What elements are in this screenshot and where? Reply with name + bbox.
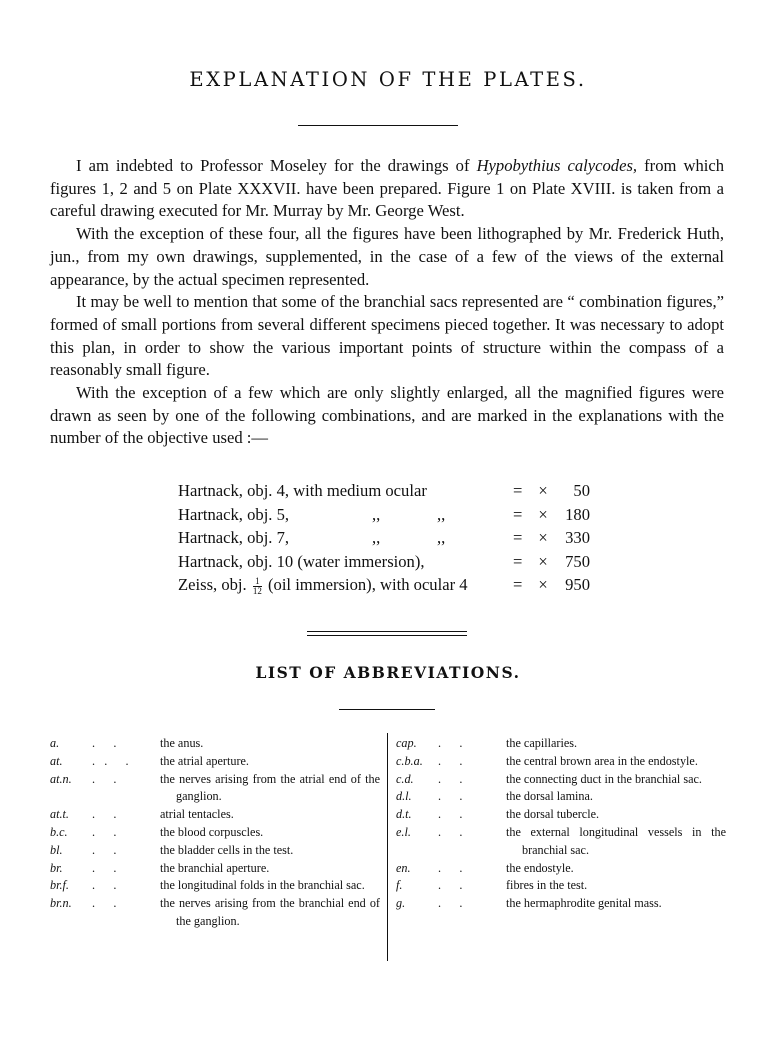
magnification: 50 xyxy=(573,481,590,500)
abbreviation-entry xyxy=(396,806,726,824)
combination-row xyxy=(178,573,598,597)
abbreviation-term: en. xyxy=(396,860,411,875)
intro-p1-after: from which figures 1, 2 and 5 on Plate XXXVII. have been prepared. Figure 1 on Plate XVIII. is taken from a careful drawing executed for Mr. Murray by Mr. George West. xyxy=(50,156,725,221)
combination-desc-wrap xyxy=(178,573,513,597)
leader-dots: . . xyxy=(92,842,117,857)
abbreviation-term: cap. xyxy=(396,736,417,750)
title-rule xyxy=(298,125,458,126)
abbreviation-entry xyxy=(50,735,380,753)
abbreviation-term: br. xyxy=(50,860,63,875)
abbreviation-term: e.l. xyxy=(396,824,411,839)
abbreviation-definition xyxy=(504,824,726,860)
times-sign: × xyxy=(538,575,548,595)
ditto-mark: ,, xyxy=(372,504,381,524)
abbreviation-definition xyxy=(158,877,380,895)
equals-sign: = xyxy=(513,504,523,524)
ditto-mark: ,, xyxy=(437,528,446,548)
abbreviation-definition-text: fibres in the test. xyxy=(506,878,588,893)
abbreviation-definition-text: the capillaries. xyxy=(506,736,578,750)
abbreviation-definition xyxy=(158,895,380,931)
abbreviation-definition xyxy=(158,735,380,753)
abbreviation-term: a. xyxy=(50,736,60,750)
combination-row xyxy=(178,526,598,550)
combination-desc-start: Zeiss, obj. xyxy=(178,575,247,595)
equals-sign: = xyxy=(513,575,523,595)
leader-dots: . . xyxy=(438,789,463,804)
abbreviation-term: d.l. xyxy=(396,789,412,804)
leader-dots: . . xyxy=(92,878,117,893)
abbreviation-definition-text: the dorsal lamina. xyxy=(506,789,593,804)
abbreviation-entry xyxy=(50,771,380,807)
leader-dots: . . xyxy=(438,824,463,839)
magnification: 950 xyxy=(565,575,590,595)
leader-dots: . . xyxy=(438,753,463,768)
abbreviation-definition xyxy=(504,735,726,753)
abbreviation-definition xyxy=(158,806,380,824)
abbreviation-definition xyxy=(504,877,726,895)
times-sign: × xyxy=(538,551,548,571)
combination-desc: Hartnack, obj. 10 (water immersion), xyxy=(178,551,425,571)
abbreviation-term: c.d. xyxy=(396,771,414,786)
abbreviations-title: LIST OF ABBREVIATIONS. xyxy=(255,663,521,682)
abbreviation-definition-text: the connecting duct in the branchial sac. xyxy=(506,771,702,786)
magnification: 750 xyxy=(565,551,590,571)
abbreviation-entry xyxy=(396,895,726,913)
abbreviation-definition-text: the dorsal tubercle. xyxy=(506,807,600,822)
abbreviation-definition-text: the atrial aperture. xyxy=(160,753,249,768)
abbreviation-definition xyxy=(158,860,380,878)
combination-row xyxy=(178,550,598,574)
combination-desc: Hartnack, obj. 5, xyxy=(178,504,290,524)
abbreviation-term: g. xyxy=(396,896,406,911)
combination-desc: Hartnack, obj. 7, xyxy=(178,528,290,548)
leader-dots: . . xyxy=(92,824,117,839)
leader-dots: . . xyxy=(438,896,463,911)
abbreviations-rule xyxy=(339,709,435,710)
equals-sign: = xyxy=(513,528,523,548)
abbreviation-definition-text: the longitudinal folds in the branchial sac. xyxy=(160,878,365,893)
leader-dots: . . . xyxy=(92,753,129,768)
abbreviation-definition-text: the blood corpuscles. xyxy=(160,824,264,839)
abbreviation-term: at.n. xyxy=(50,771,72,786)
abbreviation-entry xyxy=(396,877,726,895)
abbreviation-entry xyxy=(50,806,380,824)
abbreviation-term: at. xyxy=(50,753,63,768)
abbreviation-entry xyxy=(50,824,380,842)
abbreviation-term: at.t. xyxy=(50,807,69,822)
abbreviation-definition-text: atrial tentacles. xyxy=(160,807,234,822)
abbreviation-definition xyxy=(158,842,380,860)
leader-dots: . . xyxy=(438,807,463,822)
fraction-numerator: 1 xyxy=(253,577,262,587)
abbreviation-definition xyxy=(504,860,726,878)
abbreviation-definition-text: the central brown area in the endostyle. xyxy=(506,753,698,768)
equals-sign: = xyxy=(513,481,523,500)
abbreviation-definition xyxy=(158,824,380,842)
intro-p1-before: I am indebted to Professor Moseley for the drawings of xyxy=(76,156,477,175)
intro-text xyxy=(50,155,724,450)
times-sign: × xyxy=(538,504,548,524)
abbreviation-definition-text: the branchial aperture. xyxy=(160,860,270,875)
abbreviations-left-column xyxy=(50,735,380,931)
column-divider xyxy=(387,733,388,961)
combination-row xyxy=(178,479,598,503)
equals-sign: = xyxy=(513,551,523,571)
abbreviation-entry xyxy=(50,842,380,860)
leader-dots: . . xyxy=(92,771,117,786)
abbreviation-definition-text: the anus. xyxy=(160,736,204,750)
abbreviation-definition xyxy=(504,788,726,806)
leader-dots: . . xyxy=(92,736,117,750)
times-sign: × xyxy=(538,528,548,548)
intro-paragraph-4: With the exception of a few which are only slightly enlarged, all the magnified figures were drawn as seen by one of the following combinations, and are marked in the explanations with the number of the objective used :— xyxy=(50,383,724,448)
abbreviation-definition-text: the nerves arising from the branchial end of the ganglion. xyxy=(160,896,380,928)
abbreviation-entry xyxy=(396,735,726,753)
combination-row xyxy=(178,503,598,527)
abbreviation-entry xyxy=(396,860,726,878)
section-double-rule-bottom xyxy=(307,635,467,636)
abbreviation-term: c.b.a. xyxy=(396,753,423,768)
intro-paragraph-3: It may be well to mention that some of the branchial sacs represented are “ combination figures,” formed of small portions from several different specimens pieced together. It was necessary to adopt this plan, in order to show the various important points of structure within the compass of a reasonably small figure. xyxy=(50,292,724,380)
ditto-mark: ,, xyxy=(372,528,381,548)
abbreviation-entry xyxy=(50,877,380,895)
abbreviation-definition-text: the hermaphrodite genital mass. xyxy=(506,896,662,911)
leader-dots: . . xyxy=(92,860,117,875)
fraction xyxy=(253,577,262,596)
times-sign: × xyxy=(538,481,548,500)
fraction-denominator: 12 xyxy=(252,586,262,597)
leader-dots: . . xyxy=(92,807,117,822)
abbreviation-entry xyxy=(50,895,380,931)
abbreviations-right-column xyxy=(396,735,726,913)
abbreviation-entry xyxy=(396,788,726,806)
objective-combinations xyxy=(178,479,598,597)
abbreviation-entry xyxy=(396,824,726,860)
abbreviation-definition-text: the endostyle. xyxy=(506,860,574,875)
abbreviation-definition xyxy=(504,753,726,771)
combination-desc: Hartnack, obj. 4, with medium ocular xyxy=(178,481,427,500)
combination-desc-end: (oil immersion), with ocular 4 xyxy=(268,575,468,595)
abbreviation-definition-text: the bladder cells in the test. xyxy=(160,842,294,857)
abbreviation-definition-text: the nerves arising from the atrial end of the ganglion. xyxy=(160,771,380,804)
abbreviation-term: br.f. xyxy=(50,878,69,893)
abbreviation-term: br.n. xyxy=(50,896,72,911)
abbreviation-entry xyxy=(50,860,380,878)
combination-desc-wrap xyxy=(178,526,513,550)
leader-dots: . . xyxy=(92,896,117,911)
section-double-rule-top xyxy=(307,631,467,632)
intro-paragraph-2: With the exception of these four, all the figures have been lithographed by Mr. Frederick Huth, jun., from my own drawings, supplemented, in the case of a few of the views of the external appearance, by the actual specimen represented. xyxy=(50,224,724,289)
abbreviation-term: bl. xyxy=(50,842,63,857)
magnification: 180 xyxy=(565,504,590,524)
abbreviation-term: d.t. xyxy=(396,807,412,822)
leader-dots: . . xyxy=(438,771,463,786)
abbreviation-definition xyxy=(504,895,726,913)
leader-dots: . . xyxy=(438,860,463,875)
page-title: EXPLANATION OF THE PLATES. xyxy=(189,68,587,91)
abbreviation-entry xyxy=(50,753,380,771)
abbreviation-definition xyxy=(158,753,380,771)
ditto-mark: ,, xyxy=(437,504,446,524)
magnification: 330 xyxy=(565,528,590,548)
intro-p1-species: Hypobythius calycodes, xyxy=(476,156,638,175)
abbreviation-term: b.c. xyxy=(50,824,68,839)
abbreviation-definition xyxy=(504,806,726,824)
combination-desc-wrap xyxy=(178,503,513,527)
abbreviation-definition-text: the external longitudinal vessels in the branchial sac. xyxy=(506,824,726,857)
intro-paragraph-1 xyxy=(50,155,724,223)
leader-dots: . . xyxy=(438,878,463,893)
abbreviation-definition xyxy=(504,771,726,789)
abbreviation-entry xyxy=(396,771,726,789)
abbreviation-definition xyxy=(158,771,380,807)
abbreviation-term: f. xyxy=(396,878,403,893)
abbreviation-entry xyxy=(396,753,726,771)
leader-dots: . . xyxy=(438,736,463,750)
